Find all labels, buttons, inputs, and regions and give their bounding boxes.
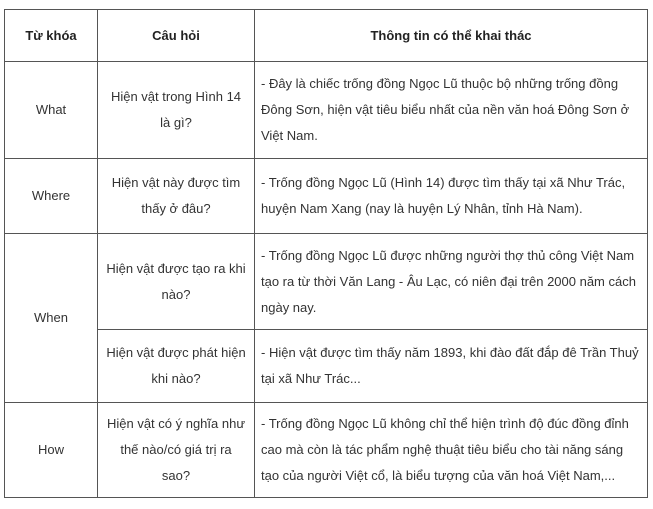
keyword-cell: When: [5, 234, 98, 403]
info-cell: - Trống đồng Ngọc Lũ được những người thợ thủ công Việt Nam tạo ra từ thời Văn Lang - Âu Lạc, có niên đại trên 2000 năm cách ngày nay.: [255, 234, 648, 330]
table-row: [5, 159, 648, 234]
table-row: [5, 330, 648, 403]
info-cell: - Đây là chiếc trống đồng Ngọc Lũ thuộc bộ những trống đồng Đông Sơn, hiện vật tiêu biểu nhất của nền văn hoá Đông Sơn ở Việt Nam.: [255, 62, 648, 159]
table-row: [5, 403, 648, 498]
question-cell: Hiện vật trong Hình 14 là gì?: [98, 62, 255, 159]
question-cell: Hiện vật này được tìm thấy ở đâu?: [98, 159, 255, 234]
table-row: [5, 234, 648, 330]
header-keyword: Từ khóa: [5, 10, 98, 62]
info-table: [4, 9, 648, 498]
info-cell: - Trống đồng Ngọc Lũ không chỉ thể hiện trình độ đúc đồng đỉnh cao mà còn là tác phẩm nghệ thuật tiêu biểu cho tài năng sáng tạo của người Việt cổ, là biểu tượng của văn hoá Việt Nam,...: [255, 403, 648, 498]
table-row: [5, 62, 648, 159]
question-cell: Hiện vật có ý nghĩa như thế nào/có giá trị ra sao?: [98, 403, 255, 498]
header-question: Câu hỏi: [98, 10, 255, 62]
info-cell: - Hiện vật được tìm thấy năm 1893, khi đào đất đắp đê Trần Thuỷ tại xã Như Trác...: [255, 330, 648, 403]
header-info: Thông tin có thể khai thác: [255, 10, 648, 62]
info-cell: - Trống đồng Ngọc Lũ (Hình 14) được tìm thấy tại xã Như Trác, huyện Nam Xang (nay là huyện Lý Nhân, tỉnh Hà Nam).: [255, 159, 648, 234]
keyword-cell: How: [5, 403, 98, 498]
keyword-cell: What: [5, 62, 98, 159]
question-cell: Hiện vật được tạo ra khi nào?: [98, 234, 255, 330]
header-row: [5, 10, 648, 62]
keyword-cell: Where: [5, 159, 98, 234]
table-container: [4, 9, 648, 498]
question-cell: Hiện vật được phát hiện khi nào?: [98, 330, 255, 403]
